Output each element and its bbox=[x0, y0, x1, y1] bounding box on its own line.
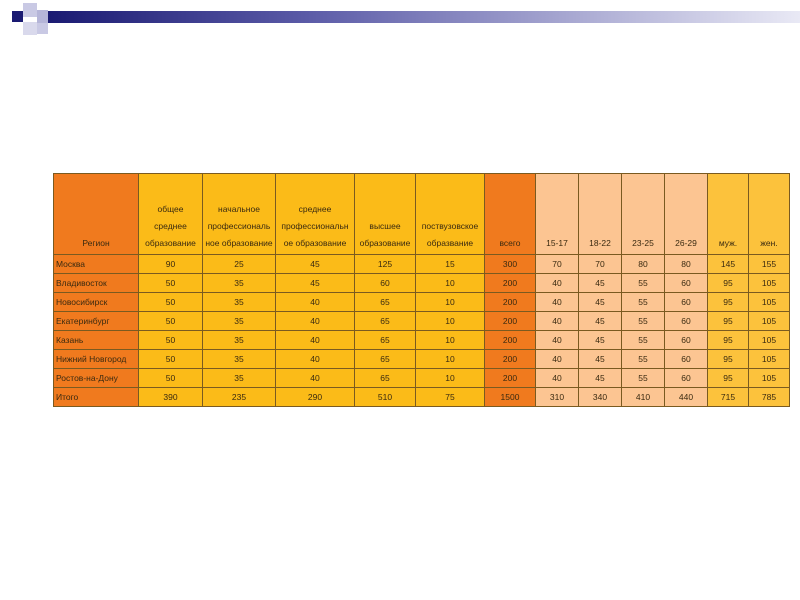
header-edu-secondary-prof: среднее профессиональн ое образование bbox=[276, 174, 355, 255]
cell-edu-general: 50 bbox=[139, 312, 203, 331]
education-table bbox=[53, 173, 790, 407]
cell-age-15-17: 70 bbox=[536, 255, 579, 274]
cell-total: 200 bbox=[485, 312, 536, 331]
cell-age-23-25: 55 bbox=[622, 350, 665, 369]
cell-region: Ростов-на-Дону bbox=[54, 369, 139, 388]
header-total: всего bbox=[485, 174, 536, 255]
cell-age-26-29: 80 bbox=[665, 255, 708, 274]
cell-female: 105 bbox=[749, 350, 790, 369]
header-male: муж. bbox=[708, 174, 749, 255]
cell-edu-secondary-prof: 290 bbox=[276, 388, 355, 407]
cell-edu-secondary-prof: 40 bbox=[276, 312, 355, 331]
cell-female: 105 bbox=[749, 369, 790, 388]
cell-edu-primary-prof: 35 bbox=[203, 331, 276, 350]
cell-edu-postgrad: 10 bbox=[416, 350, 485, 369]
cell-age-15-17: 40 bbox=[536, 350, 579, 369]
header-edu-higher: высшее образование bbox=[355, 174, 416, 255]
header-region: Регион bbox=[54, 174, 139, 255]
cell-edu-postgrad: 10 bbox=[416, 274, 485, 293]
corner-square-light bbox=[23, 22, 37, 35]
cell-edu-higher: 65 bbox=[355, 369, 416, 388]
cell-edu-general: 50 bbox=[139, 369, 203, 388]
cell-edu-general: 50 bbox=[139, 331, 203, 350]
header-female: жен. bbox=[749, 174, 790, 255]
cell-total: 300 bbox=[485, 255, 536, 274]
cell-edu-postgrad: 15 bbox=[416, 255, 485, 274]
cell-edu-higher: 125 bbox=[355, 255, 416, 274]
cell-edu-postgrad: 10 bbox=[416, 312, 485, 331]
cell-age-15-17: 310 bbox=[536, 388, 579, 407]
cell-age-18-22: 340 bbox=[579, 388, 622, 407]
cell-total: 200 bbox=[485, 369, 536, 388]
cell-female: 105 bbox=[749, 312, 790, 331]
cell-region: Итого bbox=[54, 388, 139, 407]
cell-age-23-25: 410 bbox=[622, 388, 665, 407]
cell-edu-postgrad: 75 bbox=[416, 388, 485, 407]
header-edu-general: общее среднее образование bbox=[139, 174, 203, 255]
cell-edu-primary-prof: 35 bbox=[203, 274, 276, 293]
cell-edu-postgrad: 10 bbox=[416, 293, 485, 312]
cell-age-23-25: 55 bbox=[622, 274, 665, 293]
table-row bbox=[54, 312, 790, 331]
cell-region: Казань bbox=[54, 331, 139, 350]
cell-region: Москва bbox=[54, 255, 139, 274]
cell-male: 95 bbox=[708, 274, 749, 293]
cell-region: Владивосток bbox=[54, 274, 139, 293]
cell-age-15-17: 40 bbox=[536, 331, 579, 350]
cell-female: 105 bbox=[749, 274, 790, 293]
cell-age-26-29: 60 bbox=[665, 274, 708, 293]
cell-age-15-17: 40 bbox=[536, 274, 579, 293]
cell-edu-secondary-prof: 40 bbox=[276, 331, 355, 350]
cell-edu-primary-prof: 35 bbox=[203, 293, 276, 312]
table-row bbox=[54, 331, 790, 350]
cell-edu-postgrad: 10 bbox=[416, 369, 485, 388]
cell-edu-secondary-prof: 40 bbox=[276, 293, 355, 312]
cell-edu-general: 50 bbox=[139, 350, 203, 369]
header-age-18-22: 18-22 bbox=[579, 174, 622, 255]
cell-female: 105 bbox=[749, 331, 790, 350]
cell-age-18-22: 45 bbox=[579, 274, 622, 293]
cell-edu-primary-prof: 35 bbox=[203, 312, 276, 331]
table-row bbox=[54, 350, 790, 369]
cell-age-23-25: 55 bbox=[622, 331, 665, 350]
table-row bbox=[54, 369, 790, 388]
cell-edu-primary-prof: 35 bbox=[203, 369, 276, 388]
cell-male: 715 bbox=[708, 388, 749, 407]
cell-age-18-22: 45 bbox=[579, 350, 622, 369]
cell-edu-general: 390 bbox=[139, 388, 203, 407]
cell-edu-higher: 65 bbox=[355, 312, 416, 331]
cell-age-26-29: 60 bbox=[665, 312, 708, 331]
cell-edu-higher: 60 bbox=[355, 274, 416, 293]
cell-region: Екатеринбург bbox=[54, 312, 139, 331]
cell-female: 785 bbox=[749, 388, 790, 407]
cell-total: 200 bbox=[485, 274, 536, 293]
cell-edu-primary-prof: 25 bbox=[203, 255, 276, 274]
cell-age-18-22: 45 bbox=[579, 369, 622, 388]
cell-edu-primary-prof: 35 bbox=[203, 350, 276, 369]
cell-age-23-25: 55 bbox=[622, 369, 665, 388]
corner-square-light bbox=[37, 10, 48, 23]
cell-edu-higher: 65 bbox=[355, 350, 416, 369]
cell-total: 1500 bbox=[485, 388, 536, 407]
totals-row bbox=[54, 388, 790, 407]
cell-female: 155 bbox=[749, 255, 790, 274]
cell-edu-postgrad: 10 bbox=[416, 331, 485, 350]
cell-age-26-29: 440 bbox=[665, 388, 708, 407]
cell-region: Новосибирск bbox=[54, 293, 139, 312]
cell-age-18-22: 45 bbox=[579, 331, 622, 350]
cell-total: 200 bbox=[485, 331, 536, 350]
cell-age-23-25: 80 bbox=[622, 255, 665, 274]
cell-male: 95 bbox=[708, 350, 749, 369]
cell-age-15-17: 40 bbox=[536, 293, 579, 312]
cell-age-23-25: 55 bbox=[622, 312, 665, 331]
cell-male: 95 bbox=[708, 312, 749, 331]
cell-male: 95 bbox=[708, 293, 749, 312]
table-row bbox=[54, 293, 790, 312]
cell-age-18-22: 70 bbox=[579, 255, 622, 274]
cell-age-26-29: 60 bbox=[665, 293, 708, 312]
cell-edu-higher: 65 bbox=[355, 293, 416, 312]
header-edu-primary-prof: начальное профессиональ ное образование bbox=[203, 174, 276, 255]
cell-total: 200 bbox=[485, 293, 536, 312]
table-row bbox=[54, 255, 790, 274]
header-age-23-25: 23-25 bbox=[622, 174, 665, 255]
cell-edu-higher: 510 bbox=[355, 388, 416, 407]
title-gradient-bar bbox=[48, 11, 800, 23]
cell-edu-general: 50 bbox=[139, 274, 203, 293]
cell-age-15-17: 40 bbox=[536, 312, 579, 331]
cell-age-15-17: 40 bbox=[536, 369, 579, 388]
cell-edu-secondary-prof: 45 bbox=[276, 255, 355, 274]
cell-edu-secondary-prof: 45 bbox=[276, 274, 355, 293]
cell-edu-general: 90 bbox=[139, 255, 203, 274]
table-row bbox=[54, 274, 790, 293]
corner-square-light bbox=[37, 23, 48, 34]
header-age-15-17: 15-17 bbox=[536, 174, 579, 255]
cell-edu-primary-prof: 235 bbox=[203, 388, 276, 407]
cell-edu-general: 50 bbox=[139, 293, 203, 312]
cell-age-26-29: 60 bbox=[665, 369, 708, 388]
cell-edu-secondary-prof: 40 bbox=[276, 369, 355, 388]
cell-age-18-22: 45 bbox=[579, 293, 622, 312]
corner-square-dark bbox=[12, 11, 23, 22]
cell-age-18-22: 45 bbox=[579, 312, 622, 331]
cell-edu-higher: 65 bbox=[355, 331, 416, 350]
cell-region: Нижний Новгород bbox=[54, 350, 139, 369]
corner-square-light bbox=[23, 3, 37, 17]
cell-male: 95 bbox=[708, 331, 749, 350]
header-edu-postgrad: поствузовское образвание bbox=[416, 174, 485, 255]
cell-male: 145 bbox=[708, 255, 749, 274]
cell-age-26-29: 60 bbox=[665, 350, 708, 369]
cell-age-23-25: 55 bbox=[622, 293, 665, 312]
education-table-container bbox=[53, 173, 790, 407]
cell-total: 200 bbox=[485, 350, 536, 369]
cell-edu-secondary-prof: 40 bbox=[276, 350, 355, 369]
header-age-26-29: 26-29 bbox=[665, 174, 708, 255]
header-row bbox=[54, 174, 790, 255]
cell-age-26-29: 60 bbox=[665, 331, 708, 350]
cell-female: 105 bbox=[749, 293, 790, 312]
cell-male: 95 bbox=[708, 369, 749, 388]
